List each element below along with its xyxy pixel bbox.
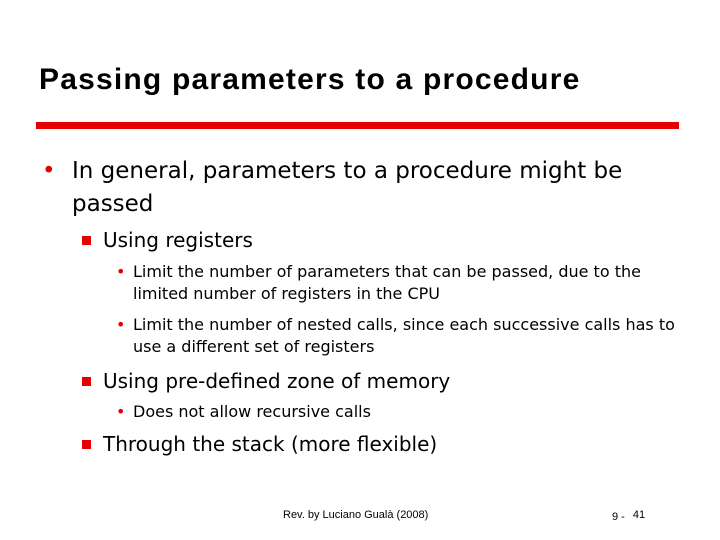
bullet-level3-text: Limit the number of nested calls, since each successive calls has to use a different set of registers: [133, 315, 675, 356]
square-bullet-icon: [82, 377, 91, 386]
square-bullet-icon: [82, 440, 91, 449]
bullet-dot-icon: •: [116, 262, 126, 281]
footer-chapter: 9 -: [612, 511, 625, 523]
bullet-dot-icon: •: [42, 158, 56, 184]
square-bullet-icon: [82, 236, 91, 245]
footer-page-number: [612, 509, 645, 521]
bullet-level2-text: Through the stack (more flexible): [103, 432, 438, 456]
slide-title: Passing parameters to a procedure: [39, 63, 581, 96]
bullet-level2-text: Using pre-defined zone of memory: [103, 369, 451, 393]
bullet-level1-text: In general, parameters to a procedure might be passed: [72, 158, 623, 217]
bullet-level2-text: Using registers: [103, 228, 253, 252]
bullet-dot-icon: •: [116, 402, 126, 421]
title-underline: [36, 122, 679, 129]
bullet-level3-text: Limit the number of parameters that can be passed, due to the limited number of registers in the CPU: [133, 262, 641, 303]
footer-page: 41: [632, 509, 646, 521]
bullet-dot-icon: •: [116, 315, 126, 334]
bullet-level3-text: Does not allow recursive calls: [133, 402, 371, 421]
footer-credit: Rev. by Luciano Gualà (2008): [283, 509, 429, 521]
